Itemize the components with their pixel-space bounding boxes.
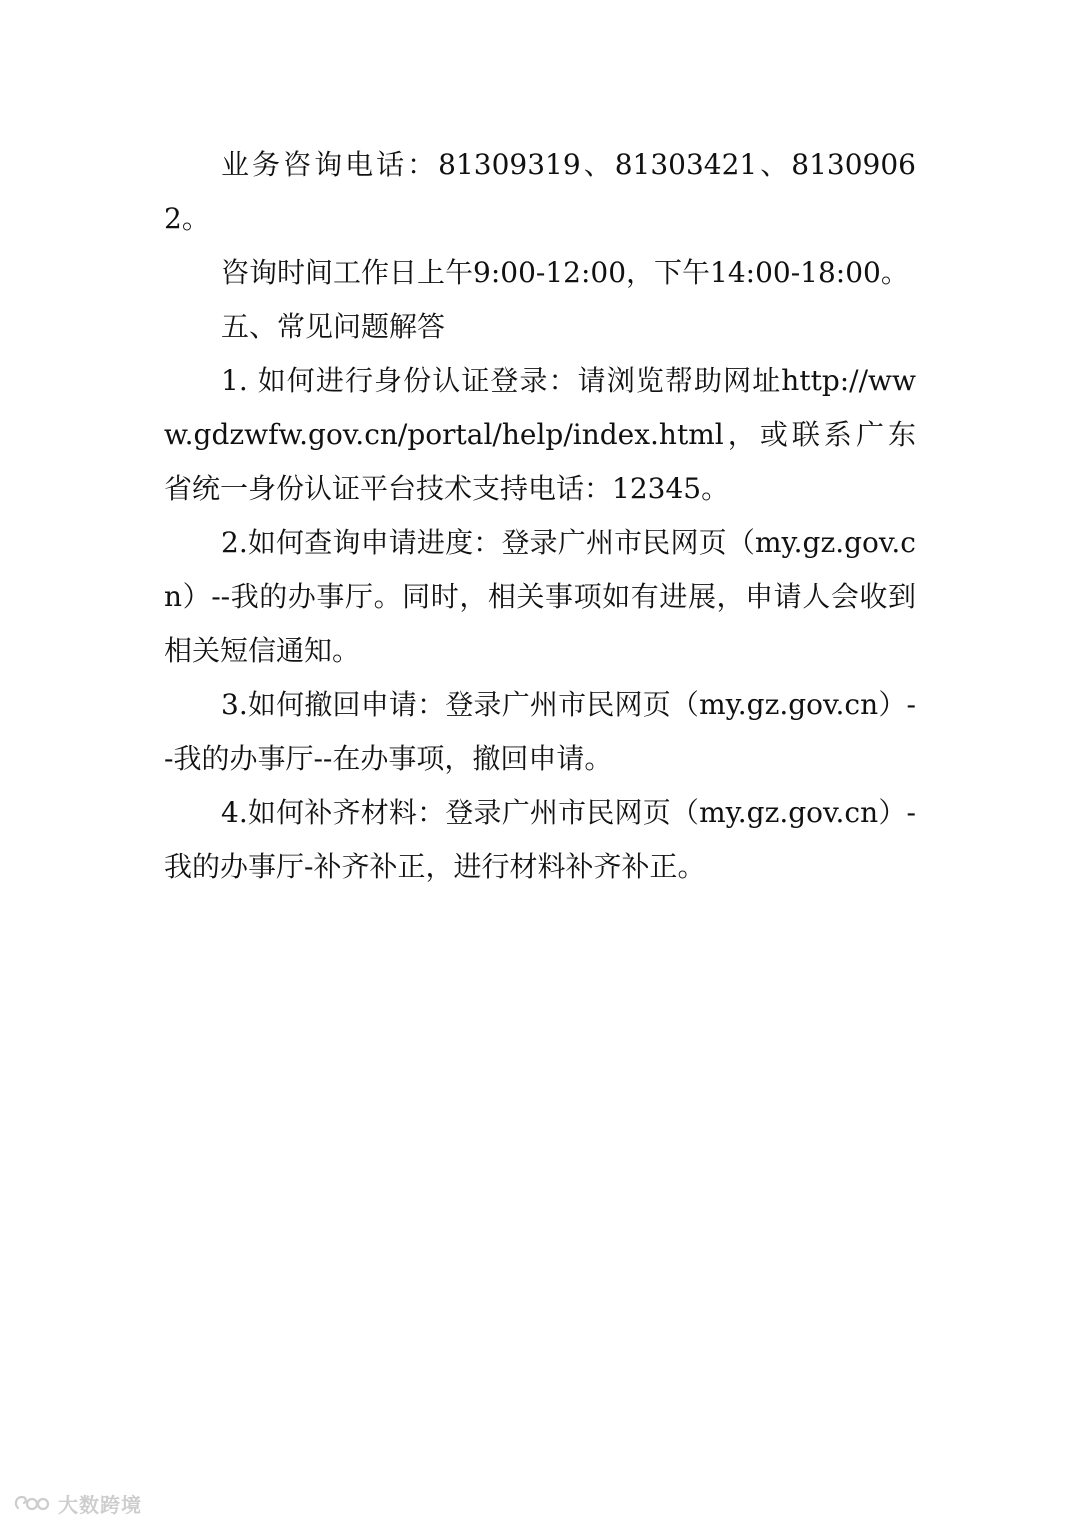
watermark-text: 大数跨境 (58, 1492, 142, 1517)
consult-hours-paragraph: 咨询时间工作日上午9:00-12:00，下午14:00-18:00。 (221, 256, 909, 289)
faq-heading: 五、常见问题解答 (221, 310, 446, 343)
faq-item-1: 1. 如何进行身份认证登录：请浏览帮助网址http://www.gdzwfw.gov.cn/portal/help/index.html，或联系广东省统一身份认证平台技术支持电话：12345。 (164, 364, 916, 505)
faq-item-4: 4.如何补齐材料：登录广州市民网页（my.gz.gov.cn）-我的办事厅-补齐补正，进行材料补齐补正。 (164, 796, 916, 883)
watermark-logo-icon (12, 1492, 52, 1514)
document-body (164, 138, 916, 894)
consult-phone-paragraph: 业务咨询电话：81309319、81303421、81309062。 (164, 148, 916, 235)
faq-item-2: 2.如何查询申请进度：登录广州市民网页（my.gz.gov.cn）--我的办事厅。同时，相关事项如有进展，申请人会收到相关短信通知。 (164, 526, 916, 667)
faq-item-3: 3.如何撤回申请：登录广州市民网页（my.gz.gov.cn）--我的办事厅--在办事项，撤回申请。 (164, 688, 916, 775)
watermark (12, 1490, 142, 1516)
